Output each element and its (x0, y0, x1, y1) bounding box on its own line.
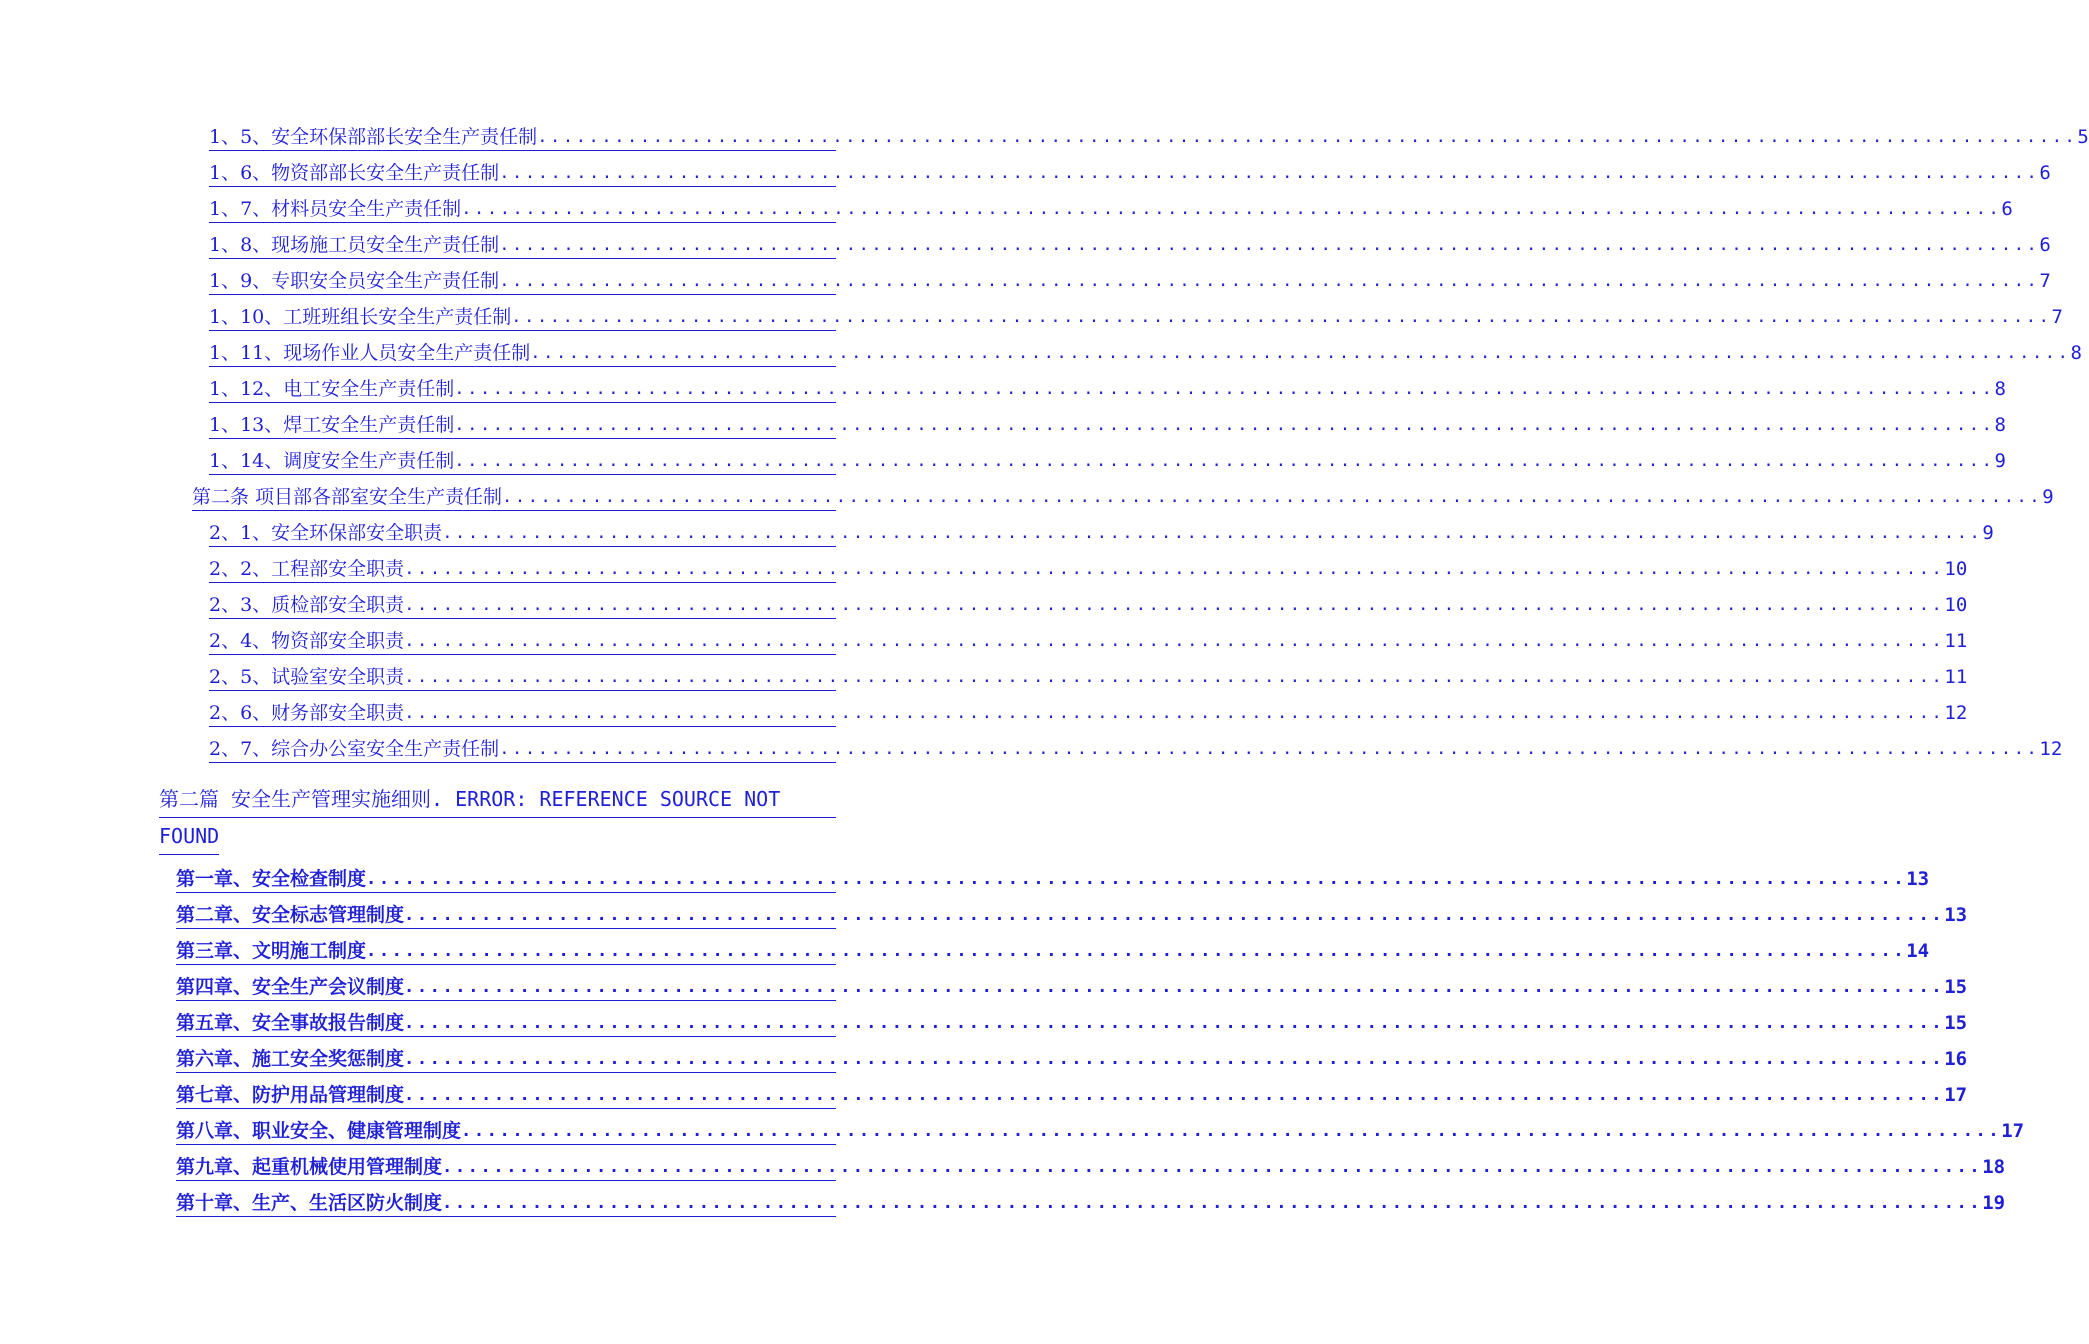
toc-leader-dots: ........................................................................................................................ (499, 271, 2040, 291)
toc-leader-dots: ........................................................................................................................ (454, 451, 1995, 471)
toc-entry-2-1[interactable] (209, 520, 1994, 547)
toc-page-number: 7 (2039, 270, 2051, 292)
toc-page-number: 6 (2001, 198, 2013, 220)
toc-leader-dots: ........................................................................................................................ (404, 631, 1945, 651)
part-two-line-2: FOUND (159, 818, 219, 855)
toc-entry-label: 第二章、安全标志管理制度 (176, 904, 405, 926)
toc-page-number: 10 (1944, 558, 1968, 580)
toc-page-number: 10 (1944, 594, 1968, 616)
toc-entry-chapter-9[interactable] (176, 1154, 2006, 1181)
toc-leader-dots: ........................................................................................................................ (537, 127, 2078, 147)
toc-leader-dots: ........................................................................................................................ (461, 199, 2002, 219)
toc-entry-label: 第一章、安全检查制度 (176, 868, 367, 890)
toc-page-number: 16 (1944, 1048, 1968, 1070)
toc-entry-label: 1、5、安全环保部部长安全生产责任制 (209, 126, 538, 148)
toc-entry-label: 1、9、专职安全员安全生产责任制 (209, 270, 500, 292)
toc-entry-chapter-5[interactable] (176, 1010, 1968, 1037)
toc-entry-label: 1、13、焊工安全生产责任制 (209, 414, 455, 436)
toc-leader-dots: ........................................................................................................................ (404, 595, 1945, 615)
part-two-line-1: 第二篇 安全生产管理实施细则. ERROR: REFERENCE SOURCE NOT (159, 781, 836, 818)
toc-entry-1-7[interactable] (209, 196, 2013, 223)
toc-page-number: 17 (2001, 1120, 2025, 1142)
toc-page-number: 12 (2039, 738, 2063, 760)
toc-entry-label: 2、5、试验室安全职责 (209, 666, 405, 688)
toc-page-number: 11 (1944, 630, 1968, 652)
toc-entry-label: 1、6、物资部部长安全生产责任制 (209, 162, 500, 184)
toc-entry-chapter-10[interactable] (176, 1190, 2006, 1217)
toc-leader-dots: ........................................................................................................................ (442, 1157, 1983, 1177)
toc-entry-2-2[interactable] (209, 556, 1968, 583)
toc-page-number: 6 (2039, 162, 2051, 184)
toc-entry-1-13[interactable] (209, 412, 2006, 439)
toc-leader-dots: ........................................................................................................................ (404, 1085, 1945, 1105)
toc-entry-chapter-7[interactable] (176, 1082, 1968, 1109)
toc-entry-2-3[interactable] (209, 592, 1968, 619)
toc-entry-label: 第十章、生产、生活区防火制度 (176, 1192, 443, 1214)
toc-entry-1-5[interactable] (209, 124, 2089, 151)
toc-entry-1-8[interactable] (209, 232, 2051, 259)
toc-leader-dots: ........................................................................................................................ (404, 667, 1945, 687)
toc-leader-dots: ........................................................................................................................ (404, 905, 1945, 925)
toc-page-number: 6 (2039, 234, 2051, 256)
toc-entry-label: 第三章、文明施工制度 (176, 940, 367, 962)
toc-entry-2-5[interactable] (209, 664, 1968, 691)
toc-leader-dots: ........................................................................................................................ (366, 869, 1907, 889)
toc-page-number: 18 (1982, 1156, 2006, 1178)
toc-entry-label: 第九章、起重机械使用管理制度 (176, 1156, 443, 1178)
toc-entry-1-9[interactable] (209, 268, 2051, 295)
toc-page-number: 11 (1944, 666, 1968, 688)
toc-entry-2-4[interactable] (209, 628, 1968, 655)
toc-leader-dots: ........................................................................................................................ (499, 163, 2040, 183)
toc-entry-label: 1、8、现场施工员安全生产责任制 (209, 234, 500, 256)
toc-leader-dots: ........................................................................................................................ (461, 1121, 2002, 1141)
toc-leader-dots: ........................................................................................................................ (502, 487, 2043, 507)
toc-entry-2-7[interactable] (209, 736, 2063, 763)
toc-entry-2-6[interactable] (209, 700, 1968, 727)
toc-leader-dots: ........................................................................................................................ (366, 941, 1907, 961)
toc-page-number: 17 (1944, 1084, 1968, 1106)
toc-entry-chapter-3[interactable] (176, 938, 1930, 965)
toc-entry-1-10[interactable] (209, 304, 2063, 331)
toc-page-number: 8 (1994, 378, 2006, 400)
toc-entry-chapter-8[interactable] (176, 1118, 2025, 1145)
toc-entry-chapter-2[interactable] (176, 902, 1968, 929)
toc-page-number: 5 (2077, 126, 2089, 148)
toc-entry-label: 第二条 项目部各部室安全生产责任制 (192, 486, 503, 508)
toc-entry-part-two[interactable] (159, 781, 836, 855)
toc-entry-label: 2、4、物资部安全职责 (209, 630, 405, 652)
toc-leader-dots: ........................................................................................................................ (454, 415, 1995, 435)
toc-leader-dots: ........................................................................................................................ (442, 1193, 1983, 1213)
toc-leader-dots: ........................................................................................................................ (442, 523, 1983, 543)
toc-leader-dots: ........................................................................................................................ (404, 559, 1945, 579)
toc-page-number: 19 (1982, 1192, 2006, 1214)
toc-page-number: 15 (1944, 1012, 1968, 1034)
toc-entry-label: 1、12、电工安全生产责任制 (209, 378, 455, 400)
toc-page-number: 9 (1994, 450, 2006, 472)
toc-page-number: 9 (1982, 522, 1994, 544)
toc-entry-label: 1、14、调度安全生产责任制 (209, 450, 455, 472)
toc-leader-dots: ........................................................................................................................ (404, 1049, 1945, 1069)
toc-leader-dots: ........................................................................................................................ (404, 977, 1945, 997)
toc-page-number: 8 (2070, 342, 2082, 364)
toc-entry-chapter-6[interactable] (176, 1046, 1968, 1073)
toc-entry-label: 2、2、工程部安全职责 (209, 558, 405, 580)
toc-leader-dots: ........................................................................................................................ (404, 703, 1945, 723)
toc-leader-dots: ........................................................................................................................ (404, 1013, 1945, 1033)
toc-entry-article-two[interactable] (192, 484, 2054, 511)
toc-entry-label: 1、7、材料员安全生产责任制 (209, 198, 462, 220)
toc-entry-label: 2、3、质检部安全职责 (209, 594, 405, 616)
toc-entry-1-6[interactable] (209, 160, 2051, 187)
toc-entry-label: 1、10、工班班组长安全生产责任制 (209, 306, 512, 328)
toc-entry-1-12[interactable] (209, 376, 2006, 403)
toc-page-number: 13 (1944, 904, 1968, 926)
toc-leader-dots: ........................................................................................................................ (511, 307, 2052, 327)
toc-entry-label: 第八章、职业安全、健康管理制度 (176, 1120, 462, 1142)
toc-page-number: 14 (1906, 940, 1930, 962)
toc-entry-1-14[interactable] (209, 448, 2006, 475)
toc-entry-label: 2、6、财务部安全职责 (209, 702, 405, 724)
toc-leader-dots: ........................................................................................................................ (499, 235, 2040, 255)
toc-entry-label: 2、7、综合办公室安全生产责任制 (209, 738, 500, 760)
toc-entry-label: 第七章、防护用品管理制度 (176, 1084, 405, 1106)
toc-entry-label: 1、11、现场作业人员安全生产责任制 (209, 342, 531, 364)
toc-page-number: 15 (1944, 976, 1968, 998)
toc-page-number: 13 (1906, 868, 1930, 890)
toc-entry-label: 第六章、施工安全奖惩制度 (176, 1048, 405, 1070)
toc-leader-dots: ........................................................................................................................ (499, 739, 2040, 759)
toc-leader-dots: ........................................................................................................................ (530, 343, 2071, 363)
toc-entry-label: 第五章、安全事故报告制度 (176, 1012, 405, 1034)
toc-page-number: 7 (2051, 306, 2063, 328)
toc-page-number: 8 (1994, 414, 2006, 436)
toc-leader-dots: ........................................................................................................................ (454, 379, 1995, 399)
toc-page-number: 9 (2042, 486, 2054, 508)
toc-entry-chapter-4[interactable] (176, 974, 1968, 1001)
toc-entry-chapter-1[interactable] (176, 866, 1930, 893)
toc-page-number: 12 (1944, 702, 1968, 724)
toc-entry-label: 2、1、安全环保部安全职责 (209, 522, 443, 544)
toc-entry-label: 第四章、安全生产会议制度 (176, 976, 405, 998)
toc-entry-1-11[interactable] (209, 340, 2082, 367)
